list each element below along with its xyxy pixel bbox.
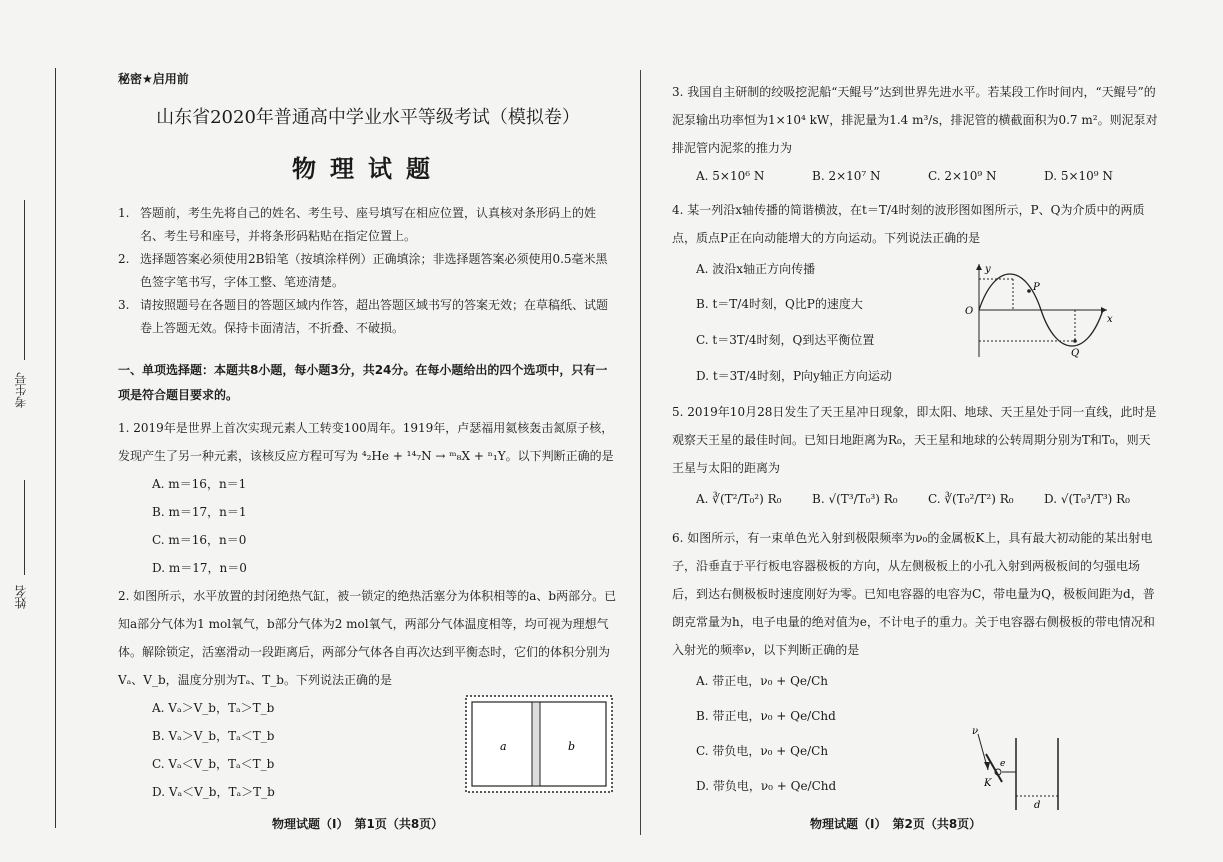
origin-label: O	[965, 306, 974, 317]
option-d: D. t＝3T/4时刻，P向y轴正方向运动	[696, 369, 892, 383]
plate-k-label: K	[984, 778, 992, 789]
point-p-label: P	[1033, 282, 1040, 293]
option-a: A. 带正电，ν₀ + Qe/Ch	[696, 674, 828, 688]
option-b: B. 带正电，ν₀ + Qe/Chd	[696, 709, 836, 723]
question-4	[672, 196, 1160, 394]
question-3	[672, 78, 1160, 190]
option-b: B. √(T³/T₀³) R₀	[812, 492, 898, 506]
name-field	[24, 480, 25, 575]
freq-label: ν	[972, 726, 979, 737]
question-6	[672, 524, 1160, 811]
question-options	[118, 470, 618, 582]
label-b: b	[568, 740, 576, 753]
point-q-label: Q	[1071, 348, 1080, 359]
x-axis-label: x	[1107, 314, 1113, 325]
page-2-footer: 物理试题（Ⅰ） 第2页（共8页）	[810, 817, 982, 831]
candidate-no-field	[24, 200, 25, 360]
option-d: D. 带负电，ν₀ + Qe/Chd	[696, 779, 837, 793]
page-1	[118, 70, 618, 806]
exam-title: 山东省2020年普通高中学业水平等级考试（模拟卷）	[156, 107, 580, 128]
question-options	[672, 482, 1160, 516]
instruction-text: 选择题答案必须使用2B铅笔（按填涂样例）正确填涂；非选择题答案必须使用0.5毫米黑色签字笔书写，字体工整、笔迹清楚。	[140, 252, 608, 289]
question-2	[118, 582, 618, 806]
question-stem: 4. 某一列沿x轴传播的简谐横波，在t＝T/4时刻的波形图如图所示，P、Q为介质中的两质点，质点P正在向动能增大的方向运动。下列说法正确的是	[672, 203, 1145, 245]
instruction-number: 1.	[118, 206, 130, 220]
cylinder-figure	[464, 694, 614, 794]
option-c: C. t＝3T/4时刻，Q到达平衡位置	[696, 333, 875, 347]
option-d: D. √(T₀³/T³) R₀	[1044, 492, 1130, 506]
subject-title: 物理试题	[292, 155, 444, 183]
instruction-item	[118, 248, 618, 294]
instruction-item	[118, 202, 618, 248]
option-a: A. m＝16，n＝1	[152, 477, 247, 491]
question-stem: 6. 如图所示，有一束单色光入射到极限频率为ν₀的金属板K上，具有最大初动能的某出射电子，沿垂直于平行板电容器极板的方向，从左侧极板上的小孔入射到两极板间的匀强电场后，到达右侧极板时速度刚好为零。已知电容器的电容为C，带电量为Q，极板间距为d，普朗克常量为h，电子电量的绝对值为e，不计电子的重力。关于电容器右侧极板的带电情况和入射光的频率ν，以下判断正确的是	[672, 531, 1155, 657]
option-a: A. ∛(T²/T₀²) R₀	[696, 492, 782, 506]
option-d: D. Vₐ＜V_b，Tₐ＞T_b	[152, 785, 275, 799]
option-a: A. 波沿x轴正方向传播	[696, 262, 816, 276]
instruction-number: 2.	[118, 252, 130, 266]
option-c: C. Vₐ＜V_b，Tₐ＜T_b	[152, 757, 275, 771]
instruction-item	[118, 294, 618, 340]
electron-label: e	[1000, 759, 1006, 769]
y-axis-label: y	[985, 264, 991, 275]
option-d: D. m＝17，n＝0	[152, 561, 247, 575]
binding-margin	[0, 0, 60, 862]
section-heading	[118, 358, 618, 408]
option-d: D. 5×10⁹ N	[1044, 169, 1113, 183]
instruction-number: 3.	[118, 298, 130, 312]
secret-mark: 秘密★启用前	[118, 72, 189, 86]
option-a: A. 5×10⁶ N	[696, 169, 765, 183]
instructions	[118, 202, 618, 340]
name-label: 姓名	[14, 585, 28, 609]
label-a: a	[500, 740, 507, 753]
instruction-text: 请按照题号在各题目的答题区域内作答，超出答题区域书写的答案无效；在草稿纸、试题卷上答题无效。保持卡面清洁，不折叠、不破损。	[140, 298, 609, 335]
page-2	[672, 78, 1160, 811]
question-stem: 1. 2019年是世界上首次实现元素人工转变100周年。1919年，卢瑟福用氦核轰击氮原子核，发现产生了另一种元素，该核反应方程可写为 ⁴₂He + ¹⁴₇N → ᵐ₈X + ⁿ₁Y。以下判断正确的是	[118, 421, 614, 463]
option-b: B. Vₐ＞V_b，Tₐ＜T_b	[152, 729, 275, 743]
option-a: A. Vₐ＞V_b，Tₐ＞T_b	[152, 701, 275, 715]
option-b: B. 2×10⁷ N	[812, 169, 881, 183]
wave-figure	[957, 262, 1117, 362]
option-c: C. 2×10⁹ N	[928, 169, 997, 183]
distance-label: d	[1034, 800, 1041, 811]
section-heading-text: 一、单项选择题：本题共8小题，每小题3分，共24分。在每小题给出的四个选项中，只有一项是符合题目要求的。	[118, 363, 608, 402]
capacitor-figure	[972, 724, 1092, 824]
option-c: C. m＝16，n＝0	[152, 533, 247, 547]
option-b: B. m＝17，n＝1	[152, 505, 247, 519]
instruction-text: 答题前，考生先将自己的姓名、考生号、座号填写在相应位置，认真核对条形码上的姓名、考生号和座号，并将条形码粘贴在指定位置上。	[140, 206, 597, 243]
page-1-footer: 物理试题（Ⅰ） 第1页（共8页）	[272, 817, 444, 831]
question-1	[118, 414, 618, 582]
candidate-no-label: 考生号	[14, 372, 28, 408]
option-b: B. t＝T/4时刻，Q比P的速度大	[696, 297, 863, 311]
question-options	[672, 162, 1160, 190]
question-stem: 2. 如图所示，水平放置的封闭绝热气缸，被一锁定的绝热活塞分为体积相等的a、b两部分。已知a部分气体为1 mol氧气，b部分气体为2 mol氧气，两部分气体温度相等，均可视为理想气体。解除锁定，活塞滑动一段距离后，两部分气体各自再次达到平衡态时，它们的体积分别为Vₐ、V_b，温度分别为Tₐ、T_b。下列说法正确的是	[118, 589, 617, 687]
question-stem: 5. 2019年10月28日发生了天王星冲日现象，即太阳、地球、天王星处于同一直线，此时是观察天王星的最佳时间。已知日地距离为R₀，天王星和地球的公转周期分别为T和T₀，则天王星与太阳的距离为	[672, 405, 1157, 475]
option-c: C. 带负电，ν₀ + Qe/Ch	[696, 744, 829, 758]
question-stem: 3. 我国自主研制的绞吸挖泥船“天鲲号”达到世界先进水平。若某段工作时间内，“天鲲号”的泥泵输出功率恒为1×10⁴ kW，排泥量为1.4 m³/s，排泥管的横截面积为0.7 m²。则泥泵对排泥管内泥浆的推力为	[672, 85, 1158, 155]
question-5	[672, 398, 1160, 516]
margin-divider	[55, 68, 56, 828]
option-c: C. ∛(T₀²/T²) R₀	[928, 492, 1014, 506]
page-divider	[640, 70, 641, 835]
